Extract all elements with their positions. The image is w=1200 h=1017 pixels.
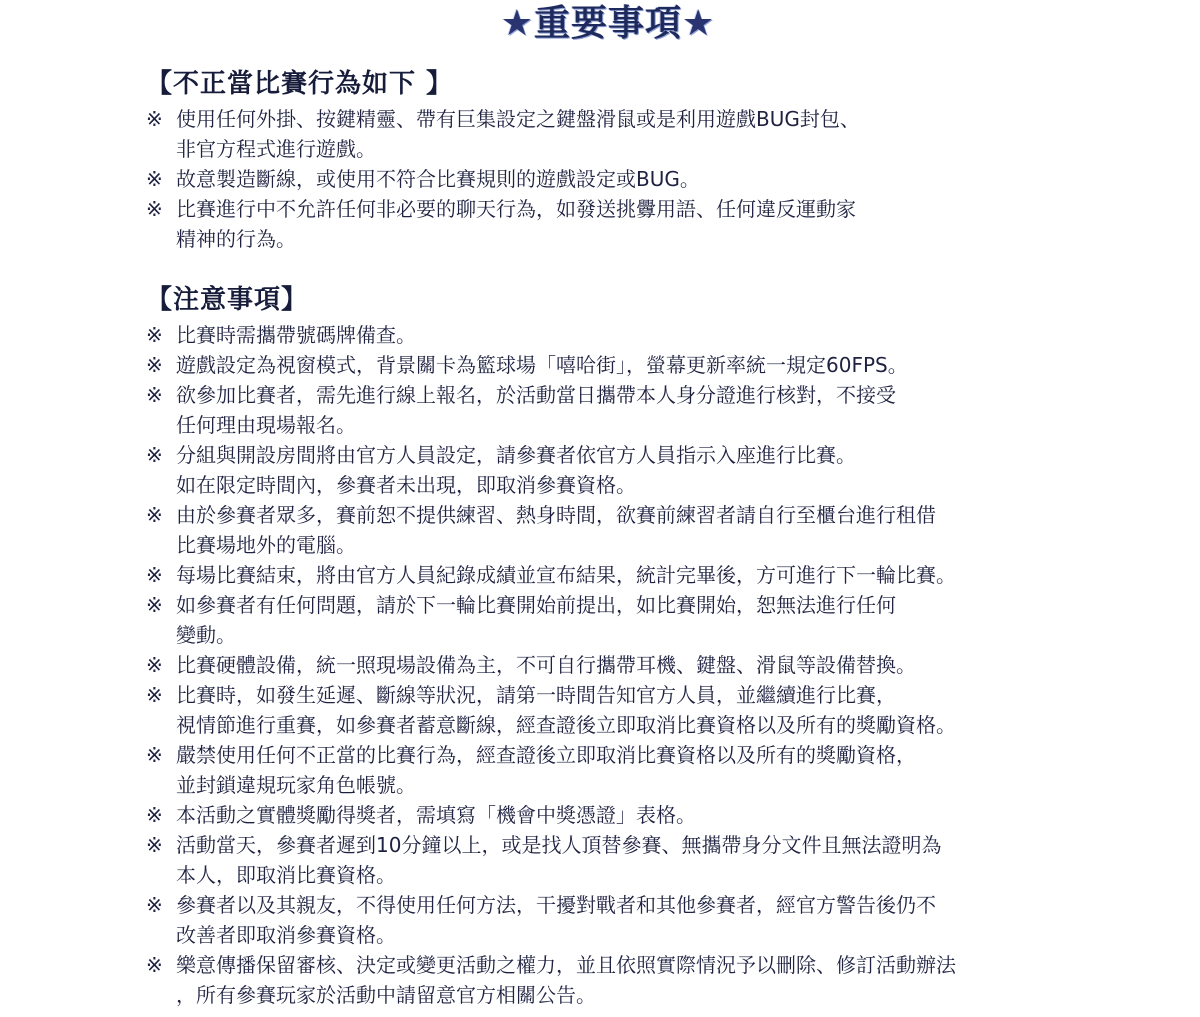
list-item-text: 分組與開設房間將由官方人員設定，請參賽者依官方人員指示入座進行比賽。 如在限定時間內，參賽者未出現，即取消參賽資格。 <box>176 443 856 497</box>
list-item <box>146 104 1146 164</box>
page-title <box>0 2 1200 46</box>
list-item-text: 本活動之實體獎勵得獎者，需填寫「機會中獎憑證」表格。 <box>176 803 696 827</box>
list-item-text: 參賽者以及其親友，不得使用任何方法，干擾對戰者和其他參賽者，經官方警告後仍不 改善者即取消參賽資格。 <box>176 893 936 947</box>
list-item-text: 活動當天，參賽者遲到10分鐘以上，或是找人頂替參賽、無攜帶身分文件且無法證明為 本人，即取消比賽資格。 <box>176 833 942 887</box>
list-item <box>146 950 1146 1010</box>
reference-mark-icon: ※ <box>146 743 163 767</box>
list-item-text: 比賽進行中不允許任何非必要的聊天行為，如發送挑釁用語、任何違反運動家 精神的行為。 <box>176 197 856 251</box>
list-item <box>146 560 1146 590</box>
reference-mark-icon: ※ <box>146 107 163 131</box>
reference-mark-icon: ※ <box>146 563 163 587</box>
reference-mark-icon: ※ <box>146 503 163 527</box>
list-item <box>146 680 1146 740</box>
star-right-icon: ★ <box>682 3 716 44</box>
reference-mark-icon: ※ <box>146 593 163 617</box>
list-item <box>146 320 1146 350</box>
reference-mark-icon: ※ <box>146 653 163 677</box>
reference-mark-icon: ※ <box>146 893 163 917</box>
list-item-text: 比賽硬體設備，統一照現場設備為主，不可自行攜帶耳機、鍵盤、滑鼠等設備替換。 <box>176 653 916 677</box>
list-item <box>146 440 1146 500</box>
reference-mark-icon: ※ <box>146 443 163 467</box>
list-item <box>146 164 1146 194</box>
section-notices <box>146 282 1146 1010</box>
reference-mark-icon: ※ <box>146 953 163 977</box>
page-title-text: 重要事項 <box>533 3 682 44</box>
list-item-text: 故意製造斷線，或使用不符合比賽規則的遊戲設定或BUG。 <box>176 167 700 191</box>
star-left-icon: ★ <box>500 3 534 44</box>
list-item-text: 遊戲設定為視窗模式，背景關卡為籃球場「嘻哈街」，螢幕更新率統一規定60FPS。 <box>176 353 908 377</box>
section-heading-rules: 【不正當比賽行為如下 】 <box>146 69 454 99</box>
reference-mark-icon: ※ <box>146 353 163 377</box>
list-item <box>146 194 1146 254</box>
list-item-text: 每場比賽結束，將由官方人員紀錄成績並宣布結果，統計完畢後，方可進行下一輪比賽。 <box>176 563 956 587</box>
list-item-text: 樂意傳播保留審核、決定或變更活動之權力，並且依照實際情況予以刪除、修訂活動辦法 ，所有參賽玩家於活動中請留意官方相關公告。 <box>176 953 956 1007</box>
reference-mark-icon: ※ <box>146 383 163 407</box>
reference-mark-icon: ※ <box>146 833 163 857</box>
list-item-text: 如參賽者有任何問題，請於下一輪比賽開始前提出，如比賽開始，恕無法進行任何 變動。 <box>176 593 896 647</box>
list-item <box>146 590 1146 650</box>
reference-mark-icon: ※ <box>146 167 163 191</box>
list-item <box>146 650 1146 680</box>
list-item <box>146 830 1146 890</box>
list-item <box>146 800 1146 830</box>
section-heading-notices: 【注意事項】 <box>146 285 309 315</box>
list-item-text: 比賽時需攜帶號碼牌備查。 <box>176 323 416 347</box>
section-rules <box>146 66 1146 254</box>
list-item-text: 嚴禁使用任何不正當的比賽行為，經查證後立即取消比賽資格以及所有的獎勵資格， 並封鎖違規玩家角色帳號。 <box>176 743 916 797</box>
list-item <box>146 350 1146 380</box>
reference-mark-icon: ※ <box>146 197 163 221</box>
list-item-text: 使用任何外掛、按鍵精靈、帶有巨集設定之鍵盤滑鼠或是利用遊戲BUG封包、 非官方程式進行遊戲。 <box>176 107 860 161</box>
reference-mark-icon: ※ <box>146 803 163 827</box>
list-item <box>146 740 1146 800</box>
reference-mark-icon: ※ <box>146 683 163 707</box>
reference-mark-icon: ※ <box>146 323 163 347</box>
list-item <box>146 890 1146 950</box>
list-item-text: 由於參賽者眾多，賽前恕不提供練習、熱身時間，欲賽前練習者請自行至櫃台進行租借 比賽場地外的電腦。 <box>176 503 936 557</box>
list-item-text: 欲參加比賽者，需先進行線上報名，於活動當日攜帶本人身分證進行核對，不接受 任何理由現場報名。 <box>176 383 896 437</box>
notices-list <box>146 320 1146 1010</box>
list-item <box>146 380 1146 440</box>
rules-list <box>146 104 1146 254</box>
list-item-text: 比賽時，如發生延遲、斷線等狀況，請第一時間告知官方人員，並繼續進行比賽， 視情節進行重賽，如參賽者蓄意斷線，經查證後立即取消比賽資格以及所有的獎勵資格。 <box>176 683 956 737</box>
list-item <box>146 500 1146 560</box>
